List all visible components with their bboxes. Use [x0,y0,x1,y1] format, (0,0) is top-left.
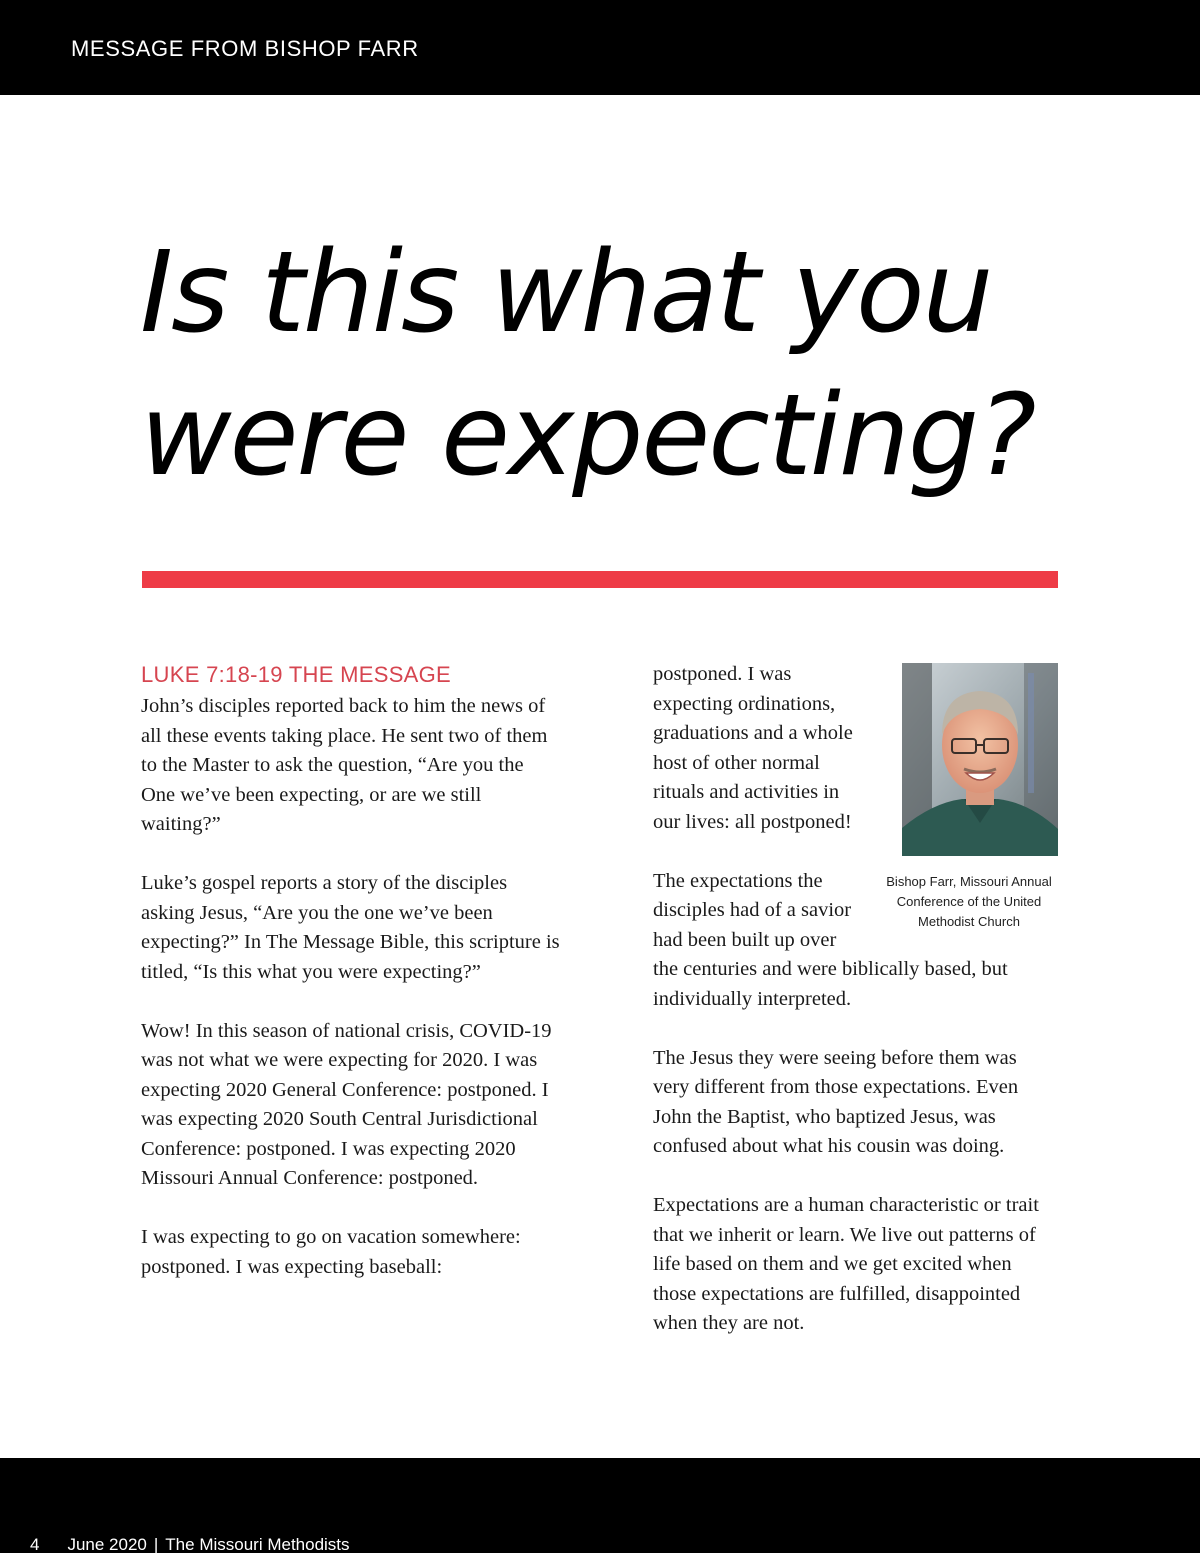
body-paragraph: The expectations the disciples had of a savior had been built up over the centuries and were biblically based, but individually interpreted. [653,869,1008,1010]
body-paragraph: Wow! In this season of national crisis, COVID-19 was not what we were expecting for 2020. I was expecting 2020 General Conference: postponed. I was expecting 2020 South Central Jurisdictional Conference: postponed. I was expecting 2020 Missouri Annual Conference: postponed. [141,1019,552,1189]
author-photo [902,663,1058,856]
body-paragraph: postponed. I was expecting ordinations, graduations and a whole host of other normal rituals and activities in our lives: all postponed! [653,663,853,833]
article-headline [140,222,1140,508]
author-photo-figure [880,663,1058,932]
body-paragraph: The Jesus they were seeing before them was very different from those expectations. Even John the Baptist, who baptized Jesus, was confused about what his cousin was doing. [653,1046,1019,1157]
headline-line-1: Is this what you [140,228,992,358]
body-paragraph: Expectations are a human characteristic or trait that we inherit or learn. We live out patterns of life based on them and we get excited when those expectations are fulfilled, disappointed when they are not. [653,1194,1039,1334]
photo-caption: Bishop Farr, Missouri Annual Conference of the United Methodist Church [886,874,1052,929]
issue-date: June 2020 [67,1535,147,1554]
page-number: 4 [30,1535,40,1554]
left-column [141,658,561,1312]
body-paragraph: I was expecting to go on vacation somewhere: postponed. I was expecting baseball: [141,1226,521,1278]
right-column [653,660,1058,1368]
page-footer [30,1535,350,1555]
scripture-reference: LUKE 7:18-19 THE MESSAGE [141,662,452,687]
publication-name: The Missouri Methodists [165,1535,350,1554]
body-paragraph: Luke’s gospel reports a story of the disciples asking Jesus, “Are you the one we’ve been expecting?” In The Message Bible, this scripture is titled, “Is this what you were expecting?” [141,872,560,983]
accent-rule [142,571,1058,588]
body-paragraph: John’s disciples reported back to him the news of all these events taking place. He sent two of them to the Master to ask the question, “Are you the One we’ve been expecting, or are we still waiting?” [141,695,548,835]
section-label: MESSAGE FROM BISHOP FARR [71,36,419,61]
headline-line-2: were expecting? [140,371,1035,501]
header-bar [0,0,1200,95]
footer-separator: | [153,1535,159,1554]
